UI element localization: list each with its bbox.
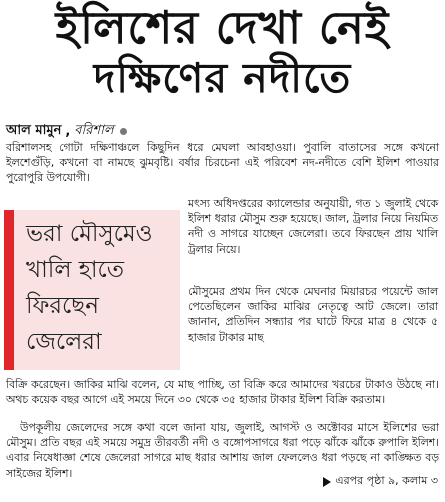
headline-line-1: ইলিশের দেখা নেই: [55, 1, 390, 54]
byline-separator: ,: [65, 124, 71, 139]
pull-quote: [4, 210, 180, 370]
continuation-link[interactable]: [323, 472, 438, 491]
byline-author: আল মামুন: [6, 123, 62, 138]
pull-quote-line-3: ফিরছেন: [26, 293, 99, 319]
byline-bullet-icon: [120, 128, 127, 135]
body-paragraph-2: মৎস্য অধিদপ্তরের ক্যালেন্ডার অনুযায়ী, গত ১ জুলাই থেকে ইলিশ ধরার মৌসুম শুরু হয়েছে। জাল, ট্রলার নিয়ে নিয়মিত নদী ও সাগরে যাচ্ছেন জেলেরা। তবে ফিরছেন প্রায় খালি ট্রলার নিয়ে।: [188, 197, 438, 256]
pull-quote-line-1: ভরা মৌসুমেও: [26, 221, 153, 247]
pull-quote-line-4: জেলেরা: [26, 329, 102, 355]
pull-quote-marker-icon: [4, 230, 14, 246]
body-paragraph-3: মৌসুমের প্রথম দিন থেকে মেঘনার মিয়ারচর পয়েন্টে জাল পেতেছিলেন জাকির মাঝির নেতৃত্বে আট জেলে। তারা জানান, প্রতিদিন সন্ধ্যার পর ঘাটে ফিরে মাত্র ৪ থেকে ৫ হাজার টাকার মাছ: [188, 285, 438, 344]
arrow-right-icon: [323, 477, 331, 487]
headline-line-2: দক্ষিণের নদীতে: [93, 54, 352, 103]
body-paragraph-1: বরিশালসহ গোটা দক্ষিণাঞ্চলে কিছুদিন ধরে মেঘলা আবহাওয়া। পুবালি বাতাসের সঙ্গে কখনো ইলশেগুঁড়ি, কখনো বা নামছে ঝুমবৃষ্টি। বর্ষার চিরচেনা এই পরিবেশ নদ-নদীতে বেশি ইলিশ পাওয়ার পুরোপুরি উপযোগী।: [6, 141, 439, 185]
body-paragraph-5: উপকূলীয় জেলেদের সঙ্গে কথা বলে জানা যায়, জুলাই, আগস্ট ও অক্টোবর মাসে ইলিশের ভরা মৌসুম। প্রতি বছর এই সময়ে সমুদ্র তীরবর্তী নদী ও বঙ্গোপসাগরে ধরা পড়ে ঝাঁকে ঝাঁকে রুপালি ইলিশ। এবার নিষেধাজ্ঞা শেষে জেলেরা সাগরে মাছ ধরার আশায় জাল ফেললেও ধরা পড়ছে না কাঙ্ক্ষিত বড় সাইজের ইলিশ।: [6, 421, 439, 480]
byline: [6, 121, 127, 142]
continuation-label: এরপর পৃষ্ঠা ৯, কলাম ৩: [335, 474, 438, 487]
pull-quote-line-2: খালি হাতে: [26, 257, 125, 283]
headline: [0, 1, 445, 103]
byline-location: বরিশাল: [74, 123, 114, 138]
body-paragraph-4: বিক্রি করেছেন। জাকির মাঝি বলেন, যে মাছ পাচ্ছি, তা বিক্রি করে আমাদের খরচের টাকাও উঠছে না। অথচ কয়েক বছর আগে এই সময়ে দিনে ৩০ থেকে ৩৫ হাজার টাকার ইলিশ বিক্রি করতাম।: [6, 378, 439, 407]
